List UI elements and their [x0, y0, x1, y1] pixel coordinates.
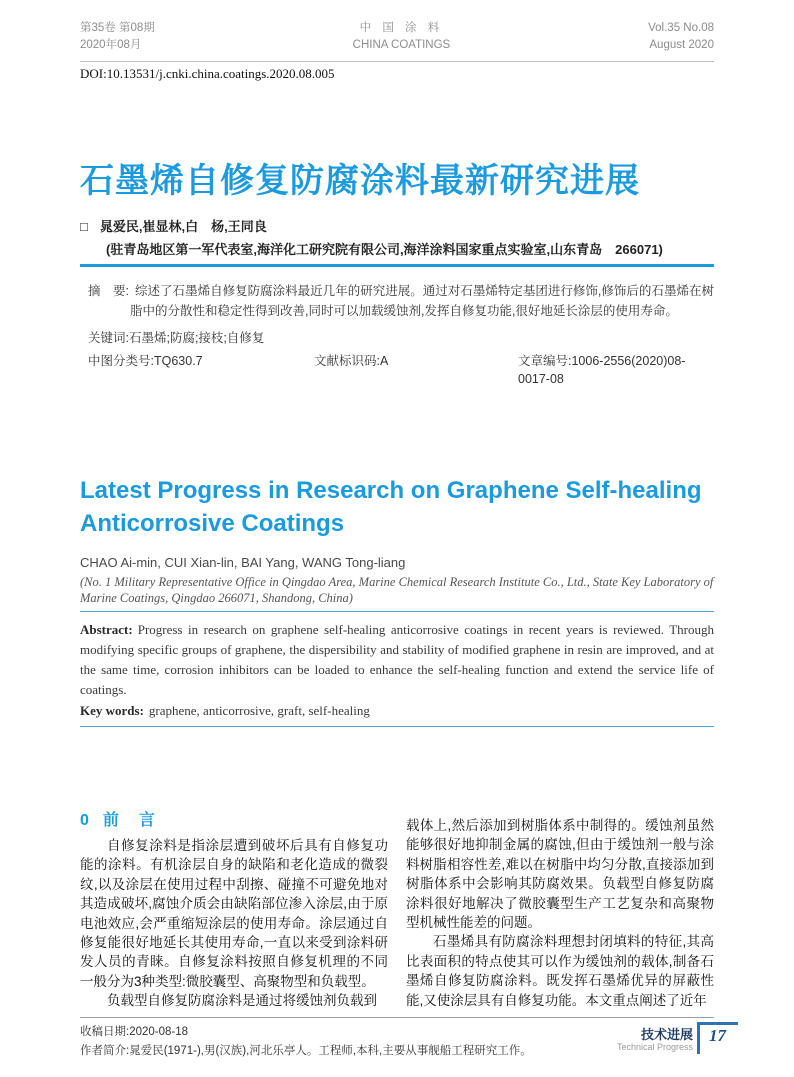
- date-en: August 2020: [649, 39, 714, 51]
- doi-text: DOI:10.13531/j.cnki.china.coatings.2020.08.005: [80, 66, 335, 81]
- article-title-cn: 石墨烯自修复防腐涂料最新研究进展: [80, 162, 640, 200]
- body-column-left: [80, 811, 388, 1011]
- volume-issue-en: Vol.35 No.08: [648, 22, 714, 34]
- abstract-en-block: [80, 620, 714, 721]
- footer-section-cn: 技术进展: [640, 1027, 693, 1042]
- article-id-value: 1006-2556(2020)08-0017-08: [518, 354, 686, 386]
- keywords-en-label: Key words:: [80, 703, 144, 718]
- article-title-en: Latest Progress in Research on Graphene Self-healing Anticorrosive Coatings: [80, 477, 702, 537]
- abstract-top-divider: [80, 611, 714, 612]
- paragraph: 负载型自修复防腐涂料是通过将缓蚀剂负载到: [107, 993, 377, 1009]
- article-id-label: 文章编号:: [518, 354, 572, 368]
- paragraph: 石墨烯具有防腐涂料理想封闭填料的特征,其高比表面积的特点使其可以作为缓蚀剂的载体,制备石墨烯自修复防腐涂料。既发挥石墨烯优异的屏蔽性能,又使涂层具有自修复功能。本文重点阐述了近年: [406, 934, 714, 1008]
- page-footer: [617, 1022, 738, 1054]
- header-issue-info: [80, 20, 155, 54]
- authors-cn: [80, 216, 714, 235]
- volume-issue-cn: 第35卷 第08期: [80, 22, 155, 34]
- abstract-en-label: Abstract:: [80, 622, 133, 637]
- date-cn: 2020年08月: [80, 39, 142, 51]
- section-heading-intro: [80, 811, 388, 831]
- received-date-label: 收稿日期:: [80, 1025, 130, 1038]
- footer-section-en: Technical Progress: [616, 1042, 693, 1052]
- keywords-cn-label: 关键词:: [88, 331, 129, 345]
- keywords-en: [80, 701, 714, 721]
- abstract-cn-label: 摘 要:: [88, 284, 130, 298]
- doc-code-value: A: [379, 354, 389, 368]
- authors-en: CHAO Ai-min, CUI Xian-lin, BAI Yang, WANG Tong-liang: [80, 555, 406, 570]
- header-volume-info: [648, 20, 714, 54]
- page-number: 17: [697, 1022, 738, 1054]
- article-body: [80, 811, 714, 1011]
- classification-row: [88, 352, 714, 388]
- section-number: 0: [80, 812, 89, 829]
- journal-name-en: CHINA COATINGS: [352, 39, 451, 51]
- journal-header: [80, 0, 714, 54]
- footer-section-name: [617, 1022, 693, 1053]
- page-content: [80, 0, 714, 1061]
- abstract-cn: [88, 281, 714, 321]
- author-bio-text: 晁爱民(1971-),男(汉族),河北乐亭人。工程师,本科,主要从事舰船工程研究工作。: [129, 1044, 532, 1057]
- paragraph: 载体上,然后添加到树脂体系中制得的。缓蚀剂虽然能够很好地抑制金属的腐蚀,但由于缓蚀剂一般与涂料树脂相容性差,难以在树脂中均匀分散,直接添加到树脂体系中会影响其防腐效果。负载型自修复防腐涂料很好地解决了微胶囊型生产工艺复杂和高聚物型机械性能差的问题。: [406, 818, 714, 931]
- title-divider: [80, 264, 714, 267]
- journal-name: [353, 20, 451, 54]
- abstract-cn-block: [80, 281, 714, 388]
- affiliation-en: (No. 1 Military Representative Office in Qingdao Area, Marine Chemical Research Institute Co., Ltd., State Key Laboratory of Marine Coatings, Qingdao 266071, Shandong, China): [80, 575, 714, 605]
- clc-number: [88, 352, 314, 388]
- clc-label: 中图分类号:: [88, 354, 154, 368]
- author-bio-label: 作者简介:: [80, 1044, 130, 1057]
- keywords-cn: [88, 329, 714, 347]
- author-marker-icon: □: [80, 219, 88, 234]
- abstract-en: [80, 620, 714, 700]
- journal-name-cn: 中 国 涂 料: [359, 22, 444, 34]
- header-divider: [80, 61, 714, 62]
- document-code: [314, 352, 518, 388]
- abstract-cn-text: 综述了石墨烯自修复防腐涂料最近几年的研究进展。通过对石墨烯特定基团进行修饰,修饰后的石墨烯在树脂中的分散性和稳定性得到改善,同时可以加载缓蚀剂,发挥自修复功能,很好地延长涂层的使用寿命。: [130, 284, 714, 318]
- abstract-bottom-divider: [80, 726, 714, 727]
- abstract-en-text: Progress in research on graphene self-healing anticorrosive coatings in recent years is reviewed. Through modifying specific groups of graphene, the dispersibility and stability of modified graphene in resin are improved, and at the same time, corrosion inhibitors can be loaded to enhance the self-healing function and extend the service life of coatings.: [80, 622, 714, 697]
- keywords-cn-text: 石墨烯;防腐;接枝;自修复: [128, 331, 265, 345]
- paragraph: 自修复涂料是指涂层遭到破坏后具有自修复功能的涂料。有机涂层自身的缺陷和老化造成的微裂纹,以及涂层在使用过程中刮擦、碰撞不可避免地对其造成破坏,腐蚀介质会由缺陷部位渗入涂层,由于原电池效应,会严重缩短涂层的使用寿命。涂层通过自修复能很好地延长其使用寿命,一直以来受到涂料研发人员的青睐。自修复涂料按照自修复机理的不同一般分为3种类型:微胶囊型、高聚物型和负载型。: [80, 838, 388, 989]
- article-id: [518, 352, 714, 388]
- keywords-en-text: graphene, anticorrosive, graft, self-healing: [148, 703, 370, 718]
- clc-value: TQ630.7: [153, 354, 203, 368]
- author-names-cn: 晁爱民,崔显林,白 杨,王同良: [99, 219, 267, 234]
- section-title: 前 言: [102, 812, 157, 829]
- doc-code-label: 文献标识码:: [314, 354, 380, 368]
- body-column-right: [406, 811, 714, 1011]
- received-date-value: 2020-08-18: [129, 1025, 189, 1038]
- affiliation-cn: (驻青岛地区第一军代表室,海洋化工研究院有限公司,海洋涂料国家重点实验室,山东青岛 266071): [106, 242, 663, 257]
